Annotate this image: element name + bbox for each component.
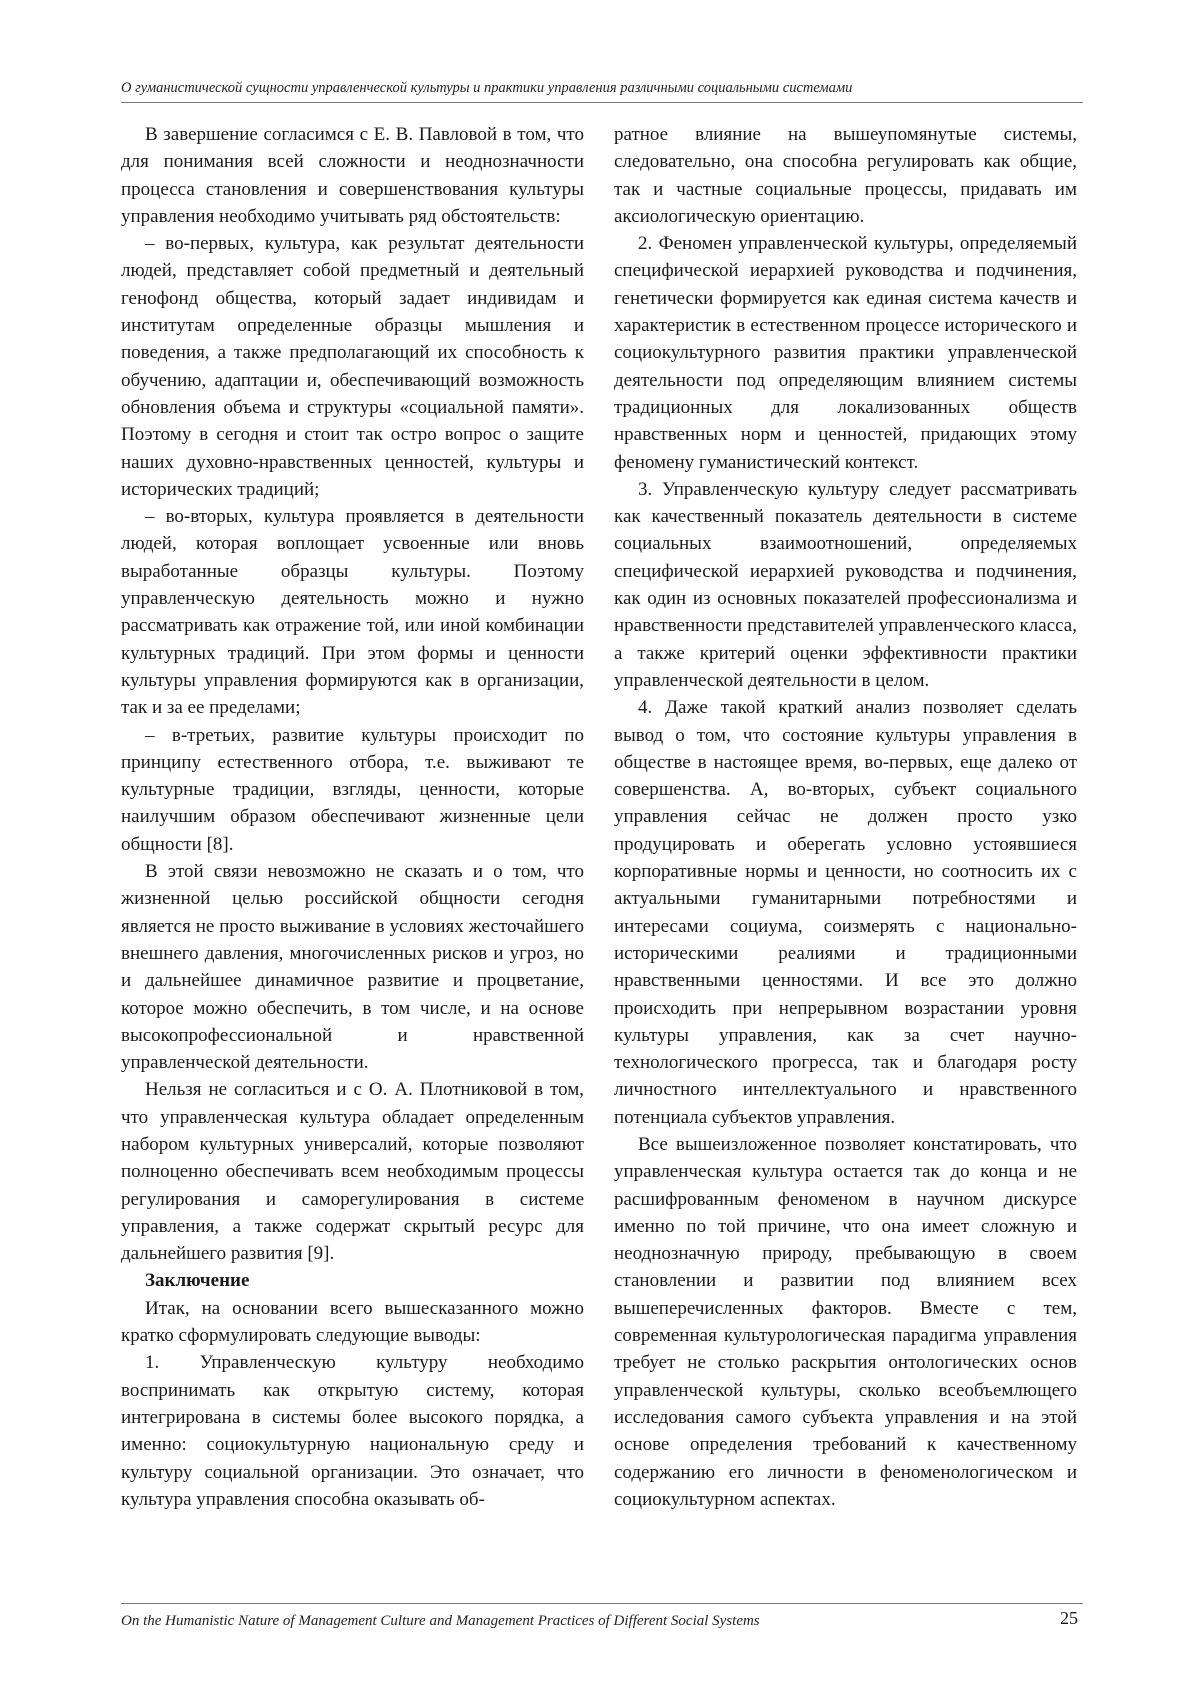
list-item: 4. Даже такой краткий анализ позволяет сделать вывод о том, что состояние культуры управления в обществе в настоящее время, во-первых, еще далеко от совершенства. А, во-вторых, субъект социального управления сейчас не должен просто узко продуцировать и оберегать условно устоявшиеся корпоративные нормы и ценности, но соотносить их с актуальными гуманитарными потребностями и интересами социума, соизмерять с национально-историческими реалиями и традиционными нравственными ценностями. И все это должно происходить при непрерывном возрастании уровня культуры управления, как за счет научно-технологического прогресса, так и благодаря росту личностного интеллектуального и нравственного потенциала субъектов управления. — [614, 697, 1077, 1128]
paragraph: Нельзя не согласиться и с О. А. Плотниковой в том, что управленческая культура обладает определенным набором культурных универсалий, которые позволяют полноценно обеспечивать всем необходимым процессы регулирования и саморегулирования в системе управления, а также содержат скрытый ресурс для дальнейшего развития [9]. — [121, 1079, 584, 1265]
paragraph: В завершение согласимся с Е. В. Павловой в том, что для понимания всей сложности и неоднозначности процесса становления и совершенствования культуры управления необходимо учитывать ряд обстоятельств: — [121, 124, 584, 227]
paragraph-continued: ратное влияние на вышеупомянутые системы, следовательно, она способна регулировать как общие, так и частные социальные процессы, придавать им аксиологическую ориентацию. — [614, 124, 1077, 227]
paragraph: В этой связи невозможно не сказать и о том, что жизненной целью российской общности сегодня является не просто выживание в условиях жесточайшего внешнего давления, многочисленных рисков и угроз, но и дальнейшее динамичное развитие и процветание, которое можно обеспечить, в том числе, и на основе высокопрофессиональной и нравственной управленческой деятельности. — [121, 861, 584, 1074]
list-item: 1. Управленческую культуру необходимо воспринимать как открытую систему, которая интегрирована в системы более высокого порядка, а именно: социокультурную национальную среду и культуру социальной организации. Это означает, что культура управления способна оказывать об- — [121, 1352, 584, 1510]
list-item: – во-первых, культура, как результат деятельности людей, представляет собой предметный и деятельный генофонд общества, который задает индивидам и институтам определенные образцы мышления и поведения, а также предполагающий их способность к обучению, адаптации и, обеспечивающий возможность обновления объема и структуры «социальной памяти». Поэтому в сегодня и стоит так остро вопрос о защите наших духовно-нравственных ценностей, культуры и исторических традиций; — [121, 233, 584, 500]
paragraph: Итак, на основании всего вышесказанного можно кратко сформулировать следующие выводы: — [121, 1297, 584, 1347]
left-column — [121, 121, 584, 1513]
page-number: 25 — [1060, 1608, 1078, 1628]
list-item: – в-третьих, развитие культуры происходит по принципу естественного отбора, т.е. выживают те культурные традиции, взгляды, ценности, которые наилучшим образом обеспечивают жизненные цели общности [8]. — [121, 724, 584, 855]
list-item: – во-вторых, культура проявляется в деятельности людей, которая воплощает усвоенные или вновь выработанные образцы культуры. Поэтому управленческую деятельность можно и нужно рассматривать как отражение той, или иной комбинации культурных традиций. При этом формы и ценности культуры управления формируются как в организации, так и за ее пределами; — [121, 506, 584, 719]
section-heading-conclusion: Заключение — [145, 1270, 250, 1292]
right-column — [614, 121, 1077, 1513]
running-head-title: О гуманистической сущности управленческой культуры и практики управления различными социальными системами — [121, 80, 853, 96]
footer-rule — [121, 1603, 1083, 1604]
footer-english-title: On the Humanistic Nature of Management Culture and Management Practices of Different Social Systems — [121, 1613, 760, 1629]
list-item: 3. Управленческую культуру следует рассматривать как качественный показатель деятельности в системе социальных взаимоотношений, определяемых специфической иерархией руководства и подчинения, как один из основных показателей профессионализма и нравственности представителей управленческого класса, а также критерий оценки эффективности практики управленческой деятельности в целом. — [614, 478, 1077, 691]
header-rule — [121, 102, 1083, 103]
list-item: 2. Феномен управленческой культуры, определяемый специфической иерархией руководства и подчинения, генетически формируется как единая система качеств и характеристик в естественном процессе исторического и социокультурного развития практики управленческой деятельности под определяющим влиянием системы традиционных для локализованных обществ нравственных норм и ценностей, придающих этому феномену гуманистический контекст. — [614, 233, 1077, 473]
paragraph: Все вышеизложенное позволяет констатировать, что управленческая культура остается так до конца и не расшифрованным феноменом в научном дискурсе именно по той причине, что она имеет сложную и неоднозначную природу, пребывающую в своем становлении и развитии под влиянием всех вышеперечисленных факторов. Вместе с тем, современная культурологическая парадигма управления требует не столько раскрытия онтологических основ управленческой культуры, сколько всеобъемлющего исследования самого субъекта управления и на этой основе определения требований к качественному содержанию его личности в феноменологическом и социокультурном аспектах. — [614, 1133, 1077, 1510]
